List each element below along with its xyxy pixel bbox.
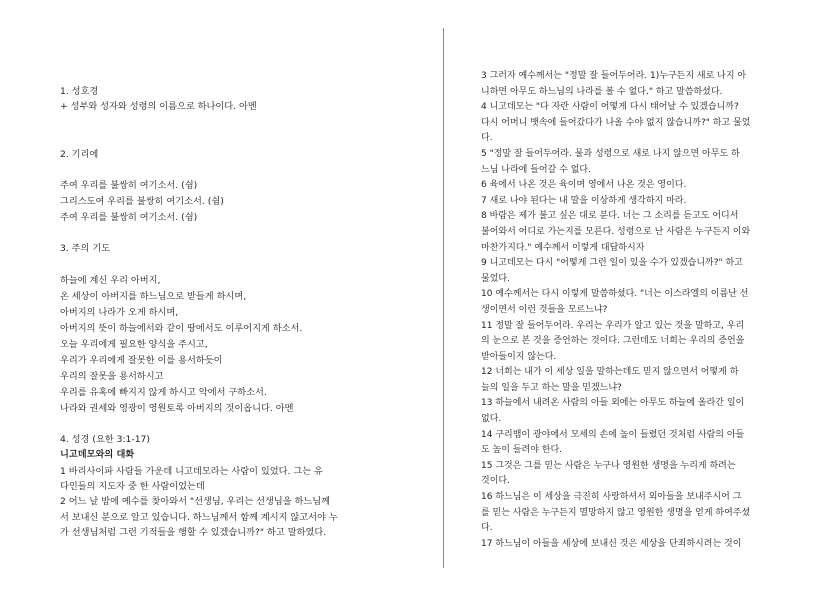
kyrie-line: 주여 우리를 불쌍히 여기소서. (쉼) [60,180,198,191]
verse-line: 3 그러자 예수께서는 "정말 잘 들어두어라. 1)누구든지 새로 나지 아 [481,71,747,81]
prayer-line: 우리의 잘못을 용서하시고 [60,371,164,382]
verse-line: 7 새로 나야 된다는 내 말을 이상하게 생각하지 마라. [481,195,687,206]
kyrie-line: 그리스도여 우리를 불쌍히 여기소서. (쉼) [60,196,224,207]
verse-line: 느님 나라에 들어갈 수 없다. [481,164,591,175]
verse-line: 5 "정말 잘 들어두어라. 물과 성령으로 새로 나지 않으면 아무도 하 [481,148,740,159]
verse-line: 것이다. [481,476,510,487]
prayer-line: 온 세상이 아버지를 하느님으로 받들게 하시며, [60,291,247,302]
verse-line: 2 어느 날 밤에 예수를 찾아와서 "선생님, 우리는 선생님을 하느님께 [60,496,331,507]
verse-line: 받아들이지 않는다. [481,351,557,362]
verse-line: 4 니고데모는 "다 자란 사람이 어떻게 다시 태어날 수 있겠습니까? [481,102,739,113]
verse-line: 14 구리뱀이 광야에서 모세의 손에 높이 들렸던 것처럼 사람의 아들 [481,429,745,440]
verse-line: 6 육에서 나온 것은 육이며 영에서 나온 것은 영이다. [481,180,687,191]
verse-line: 다시 어머니 뱃속에 들어갔다가 나올 수야 없지 않습니까?" 하고 물었 [481,117,751,128]
prayer-line: 나라와 권세와 영광이 영원토록 아버지의 것이옵니다. 아멘 [60,403,294,414]
verse-line: 15 그것은 그를 믿는 사람은 누구나 영원한 생명을 누리게 하려는 [481,460,736,471]
scripture-subtitle: 니고데모와의 대화 [60,449,135,460]
scripture-continued [481,69,750,552]
verse-line: 13 하늘에서 내려온 사람의 아들 외에는 아무도 하늘에 올라간 일이 [481,398,745,409]
verse-line: 니하면 아무도 하느님의 나라를 볼 수 없다." 하고 말씀하셨다. [481,86,723,97]
prayer-line: 오늘 우리에게 필요한 양식을 주시고, [60,339,208,350]
prayer-line: 아버지의 나라가 오게 하시며, [60,307,179,318]
verse-line: 다. [481,523,493,534]
column-divider [443,28,444,568]
verse-line: 10 예수께서는 다시 이렇게 말씀하셨다. "너는 이스라엘의 이름난 선 [481,289,749,300]
prayer-line: 아버지의 뜻이 하늘에서와 같이 땅에서도 이루어지게 하소서. [60,323,303,334]
verse-line: 12 너희는 내가 이 세상 일을 말하는데도 믿지 않으면서 어떻게 하 [481,367,739,378]
section-title-scripture: 4. 성경 (요한 3:1-17) [60,434,150,445]
prayer-line: 하늘에 계신 우리 아버지, [60,275,161,286]
verse-line: 8 바람은 제가 불고 싶은 대로 분다. 너는 그 소리를 듣고도 어디서 [481,211,739,222]
verse-line: 16 하느님은 이 세상을 극진히 사랑하셔서 외아들을 보내주시어 그 [481,492,742,503]
verse-line: 의 눈으로 본 것을 증언하는 것이다. 그런데도 너희는 우리의 증언을 [481,336,745,347]
verse-line: 다. [481,133,493,144]
sign-of-cross-text: + 성부와 성자와 성령의 이름으로 하나이다. 아멘 [60,101,257,112]
prayer-line: 우리를 유혹에 빠지지 않게 하시고 악에서 구하소서. [60,387,267,398]
kyrie-line: 주여 우리를 불쌍히 여기소서. (쉼) [60,212,198,223]
verse-line: 마찬가지다." 예수께서 이렇게 대답하시자 [481,242,645,253]
prayer-line: 우리가 우리에게 잘못한 이를 용서하듯이 [60,355,223,366]
verse-line: 11 정말 잘 들어두어라. 우리는 우리가 알고 있는 것을 말하고, 우리 [481,320,745,331]
verse-line: 다인들의 지도자 중 한 사람이었는데 [60,481,205,492]
verse-line: 를 믿는 사람은 누구든지 멸망하지 않고 영원한 생명을 얻게 하여주셨 [481,507,751,518]
verse-line: 서 보내신 분으로 알고 있습니다. 하느님께서 함께 계시지 않고서야 누 [60,512,338,523]
verse-line: 가 선생님처럼 그런 기적들을 행할 수 있겠습니까?" 하고 말하였다. [60,527,327,538]
verse-line: 도 높이 들려야 한다. [481,445,562,456]
verse-line: 17 하느님이 아들을 세상에 보내신 것은 세상을 단죄하시려는 것이 [481,538,742,549]
verse-line: 불어와서 어디로 가는지를 모른다. 성령으로 난 사람은 누구든지 이와 [481,226,751,237]
verse-line: 생이면서 이런 것들을 모르느냐? [481,304,608,315]
verse-line: 1 바리사이파 사람들 가운데 니고데모라는 사람이 있었다. 그는 유 [60,466,323,477]
verse-line: 없다. [481,414,502,425]
verse-line: 물었다. [481,273,510,284]
verse-line: 9 니고데모는 다시 "어떻게 그런 일이 있을 수가 있겠습니까?" 하고 [481,258,743,269]
section-title-sign-of-cross: 1. 성호경 [60,86,99,97]
section-title-lords-prayer: 3. 주의 기도 [60,243,111,254]
section-title-kyrie: 2. 기리에 [60,149,99,160]
verse-line: 늘의 일을 두고 하는 말을 믿겠느냐? [481,382,622,393]
